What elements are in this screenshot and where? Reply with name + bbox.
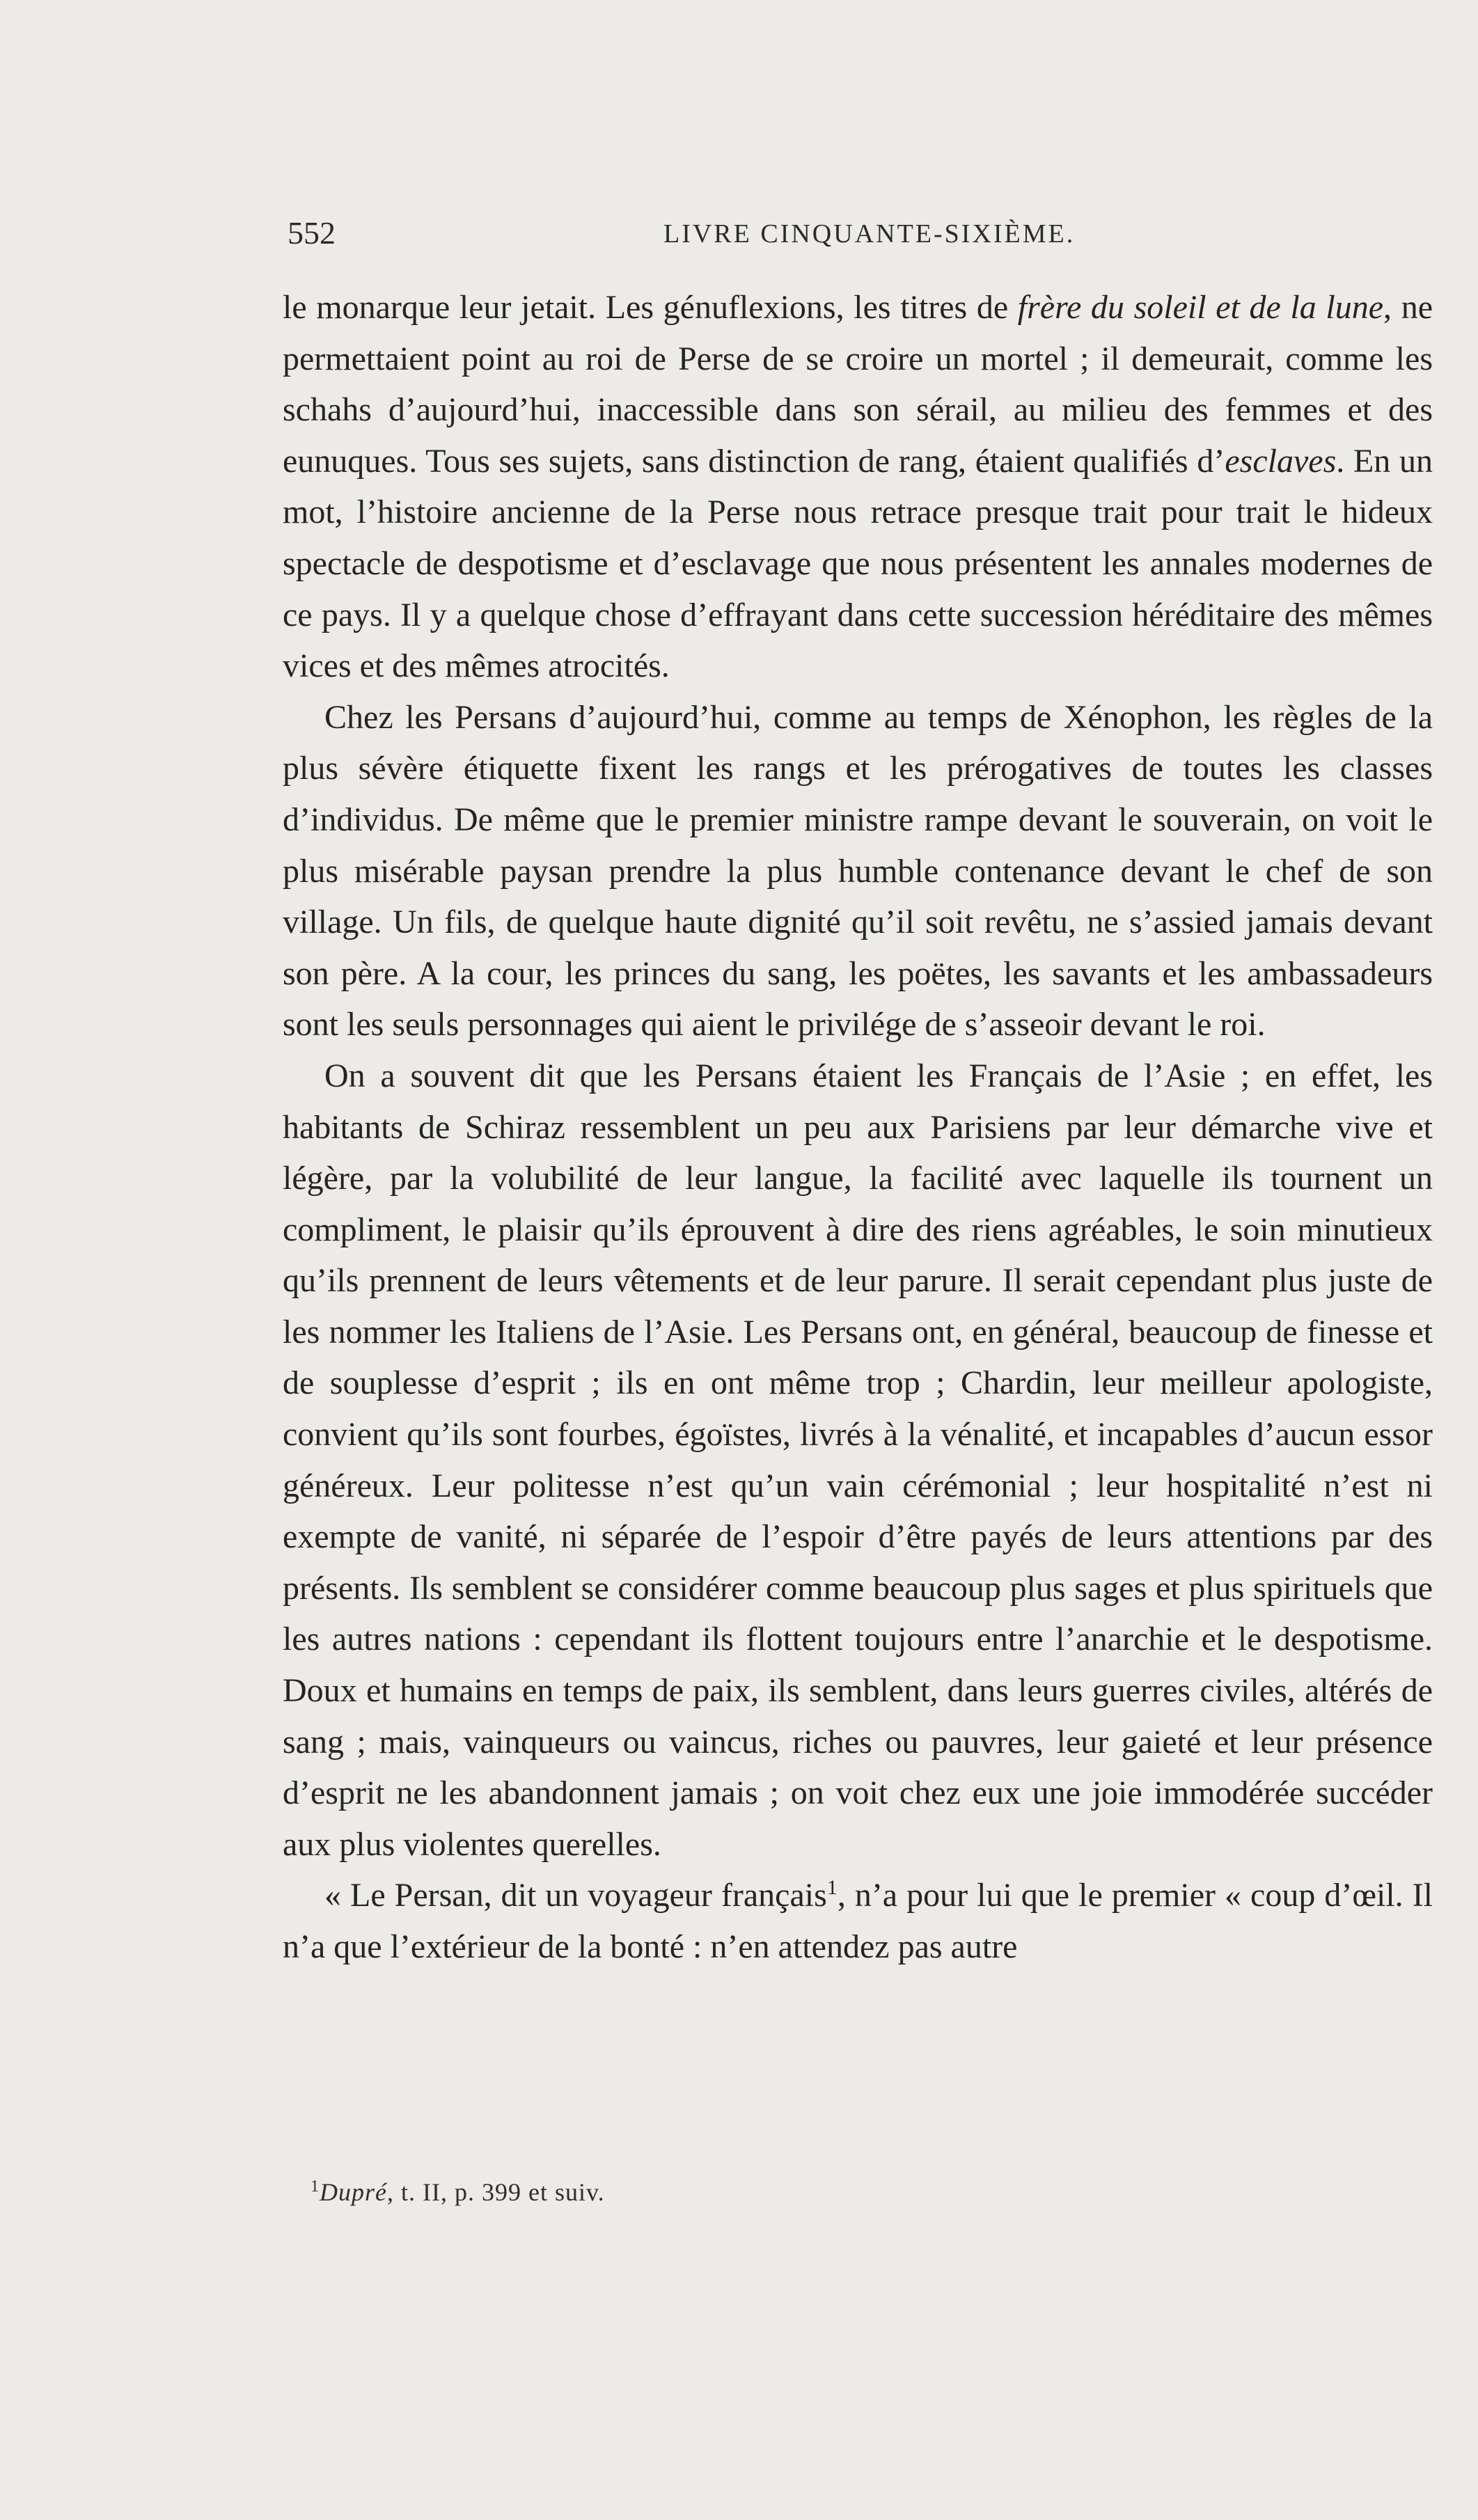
paragraph-4 xyxy=(283,1870,1433,1972)
italic-phrase: frère du soleil et de la lune xyxy=(1017,289,1384,326)
body-text xyxy=(283,282,1433,1973)
paragraph-text: . En un mot, l’histoire ancienne de la Perse nous retrace presque trait pour trait le hideux spectacle de despotisme et d’esclavage que nous présentent les annales modernes de ce pays. Il y a quelque chose d’effrayant dans cette succession héréditaire des mêmes vices et des mêmes atrocités. xyxy=(283,442,1433,685)
paragraph-2: Chez les Persans d’aujourd’hui, comme au temps de Xénophon, les règles de la plus sévère étiquette fixent les rangs et les prérogatives de toutes les classes d’individus. De même que le premier ministre rampe devant le souverain, on voit le plus misérable paysan prendre la plus humble contenance devant le chef de son village. Un fils, de quelque haute dignité qu’il soit revêtu, ne s’assied jamais devant son père. A la cour, les princes du sang, les poëtes, les savants et les ambassadeurs sont les seuls personnages qui aient le privilége de s’asseoir devant le roi. xyxy=(283,698,1433,1044)
italic-word: esclaves xyxy=(1225,442,1337,480)
paragraph-1 xyxy=(283,282,1433,692)
paragraph-text: , ne permettaient point au roi de Perse de se croire un mortel ; il demeurait, comme les schahs d’aujourd’hui, inaccessible dans son sérail, au milieu des femmes et des eunuques. Tous ses sujets, sans distinction de rang, étaient qualifiés d’ xyxy=(283,289,1433,480)
quote-text: « Le Persan, dit un voyageur français xyxy=(324,1877,827,1914)
paragraph-3: On a souvent dit que les Persans étaient les Français de l’Asie ; en effet, les habitants de Schiraz ressemblent un peu aux Parisiens par leur démarche vive et légère, par la volubilité de leur langue, la facilité avec laquelle ils tournent un compliment, le plaisir qu’ils éprouvent à dire des riens agréables, le soin minutieux qu’ils prennent de leurs vêtements et de leur parure. Il serait cependant plus juste de les nommer les Italiens de l’Asie. Les Persans ont, en général, beaucoup de finesse et de souplesse d’esprit ; ils en ont même trop ; Chardin, leur meilleur apologiste, convient qu’ils sont fourbes, égoïstes, livrés à la vénalité, et incapables d’aucun essor généreux. Leur politesse n’est qu’un vain cérémonial ; leur hospitalité n’est ni exempte de vanité, ni séparée de l’espoir d’être payés de leurs attentions par des présents. Ils semblent se considérer comme beaucoup plus sages et plus spirituels que les autres nations : cependant ils flottent toujours entre l’anarchie et le despotisme. Doux et humains en temps de paix, ils semblent, dans leurs guerres civiles, altérés de sang ; mais, vainqueurs ou vaincus, riches ou pauvres, leur gaieté et leur présence d’esprit ne les abandonnent jamais ; on voit chez eux une joie immodérée succéder aux plus violentes querelles. xyxy=(283,1057,1433,1863)
footnote xyxy=(310,2178,605,2207)
footnote-number: 1 xyxy=(310,2178,320,2196)
running-head: LIVRE CINQUANTE-SIXIÈME. xyxy=(663,219,1076,249)
footnote-text: , t. II, p. 399 et suiv. xyxy=(387,2178,605,2206)
paragraph-text: le monarque leur jetait. Les génuflexions, les titres de xyxy=(283,289,1018,326)
quote-text: , n’a pour lui que le premier « coup d’œil. Il n’a que l’extérieur de la bonté : n’en attendez pas autre xyxy=(283,1877,1433,1965)
page-header xyxy=(288,214,1429,256)
footnote-marker: 1 xyxy=(826,1876,838,1900)
footnote-author: Dupré xyxy=(320,2178,387,2206)
page-number: 552 xyxy=(288,215,336,251)
